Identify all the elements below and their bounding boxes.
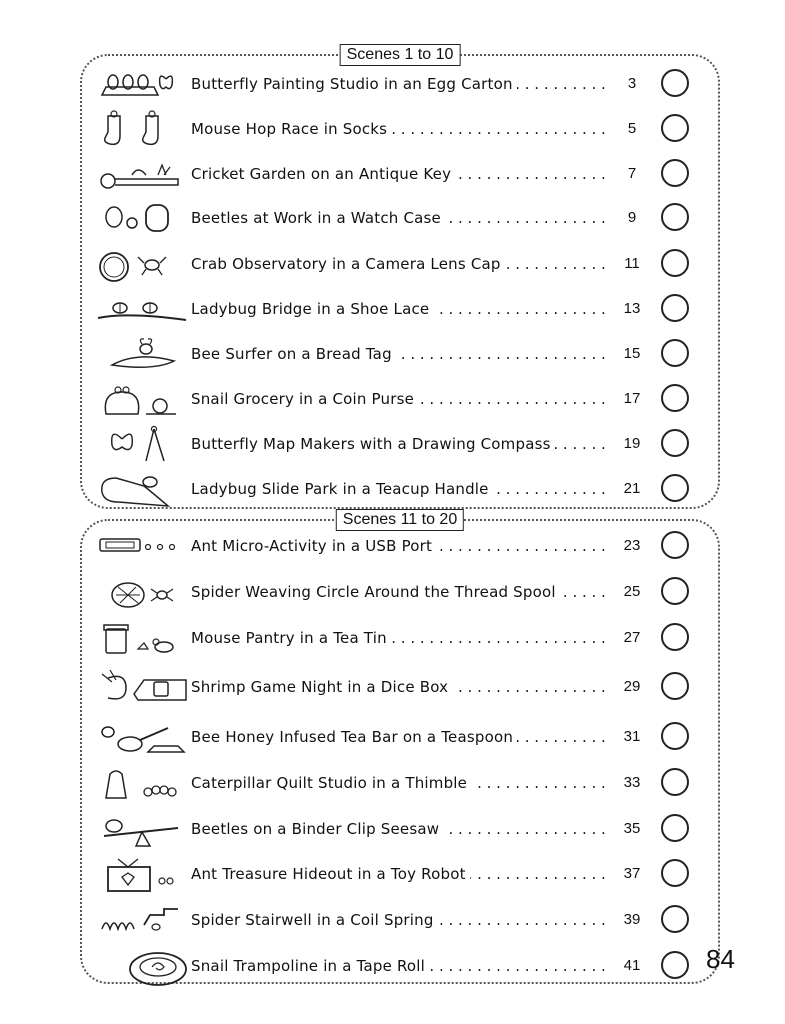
- scene-title: Caterpillar Quilt Studio in a Thimble: [191, 774, 471, 792]
- checkbox-circle[interactable]: [661, 249, 689, 277]
- scene-title: Ladybug Bridge in a Shoe Lace: [191, 300, 433, 318]
- checkbox-circle[interactable]: [661, 577, 689, 605]
- scene-page-number: 17: [623, 390, 641, 407]
- page-number: 84: [706, 944, 735, 974]
- scene-page-number: 19: [623, 435, 641, 452]
- scene-row-2[interactable]: [0, 108, 785, 152]
- scene-row-7[interactable]: [0, 333, 785, 377]
- checkbox-circle[interactable]: [661, 905, 689, 933]
- egg-carton-butterfly-icon: [98, 65, 186, 105]
- scene-title: Ant Micro-Activity in a USB Port: [191, 537, 436, 555]
- scene-row-20[interactable]: [0, 945, 785, 989]
- scene-page-number: 39: [623, 911, 641, 928]
- scene-page-number: 31: [623, 728, 641, 745]
- checkbox-circle[interactable]: [661, 672, 689, 700]
- checkbox-circle[interactable]: [661, 768, 689, 796]
- lens-cap-crab-icon: [98, 245, 186, 285]
- compass-butterfly-icon: [98, 425, 186, 465]
- teaspoon-bee-icon: [98, 718, 186, 758]
- checkbox-circle[interactable]: [661, 294, 689, 322]
- scene-row-14[interactable]: [0, 666, 785, 710]
- scene-page-number: 41: [623, 957, 641, 974]
- socks-mouse-icon: [98, 110, 186, 150]
- checkbox-circle[interactable]: [661, 384, 689, 412]
- watch-case-beetle-icon: [98, 199, 186, 239]
- checkbox-circle[interactable]: [661, 951, 689, 979]
- bread-tag-bee-icon: [98, 335, 186, 375]
- checkbox-circle[interactable]: [661, 623, 689, 651]
- scene-title: Ladybug Slide Park in a Teacup Handle: [191, 480, 493, 498]
- shoe-lace-ladybug-icon: [98, 290, 186, 330]
- scene-row-13[interactable]: [0, 617, 785, 661]
- dice-box-shrimp-icon: [98, 668, 186, 708]
- scene-page-number: 13: [623, 300, 641, 317]
- checkbox-circle[interactable]: [661, 531, 689, 559]
- scene-page-number: 33: [623, 774, 641, 791]
- scene-title: Spider Stairwell in a Coil Spring: [191, 911, 438, 929]
- scene-title: Butterfly Map Makers with a Drawing Compass: [191, 435, 555, 453]
- scene-page-number: 37: [623, 865, 641, 882]
- scene-title: Snail Grocery in a Coin Purse: [191, 390, 418, 408]
- scene-row-12[interactable]: [0, 571, 785, 615]
- scene-row-16[interactable]: [0, 762, 785, 806]
- teacup-handle-ladybug-icon: [98, 470, 186, 510]
- scene-row-8[interactable]: [0, 378, 785, 422]
- scene-title: Beetles at Work in a Watch Case: [191, 209, 445, 227]
- scene-page-number: 35: [623, 820, 641, 837]
- scene-page-number: 21: [623, 480, 641, 497]
- scene-row-17[interactable]: [0, 808, 785, 852]
- scene-row-11[interactable]: [0, 525, 785, 569]
- scene-page-number: 5: [627, 120, 637, 137]
- checkbox-circle[interactable]: [661, 814, 689, 842]
- scene-title: Shrimp Game Night in a Dice Box: [191, 678, 452, 696]
- checkbox-circle[interactable]: [661, 859, 689, 887]
- scene-row-5[interactable]: [0, 243, 785, 287]
- scene-row-15[interactable]: [0, 716, 785, 760]
- antique-key-cricket-icon: [98, 155, 186, 195]
- scene-page-number: 7: [627, 165, 637, 182]
- scene-page-number: 27: [623, 629, 641, 646]
- thimble-caterpillar-icon: [98, 764, 186, 804]
- scene-title: Cricket Garden on an Antique Key: [191, 165, 455, 183]
- scene-title: Spider Weaving Circle Around the Thread Spool: [191, 583, 560, 601]
- scene-row-18[interactable]: [0, 853, 785, 897]
- checkbox-circle[interactable]: [661, 203, 689, 231]
- scene-title: Snail Trampoline in a Tape Roll: [191, 957, 429, 975]
- scene-page-number: 11: [624, 255, 640, 272]
- checkbox-circle[interactable]: [661, 722, 689, 750]
- coil-spring-spider-icon: [98, 901, 186, 941]
- scene-row-6[interactable]: [0, 288, 785, 332]
- checkbox-circle[interactable]: [661, 69, 689, 97]
- scene-page-number: 15: [623, 345, 641, 362]
- scene-row-9[interactable]: [0, 423, 785, 467]
- scene-title: Mouse Pantry in a Tea Tin: [191, 629, 391, 647]
- scene-title: Bee Surfer on a Bread Tag: [191, 345, 396, 363]
- scene-row-1[interactable]: [0, 63, 785, 107]
- tape-roll-snail-icon: [98, 947, 186, 987]
- checkbox-circle[interactable]: [661, 474, 689, 502]
- checkbox-circle[interactable]: [661, 339, 689, 367]
- checkbox-circle[interactable]: [661, 159, 689, 187]
- scene-row-10[interactable]: [0, 468, 785, 512]
- section-2-title: Scenes 11 to 20: [336, 509, 464, 531]
- coin-purse-snail-icon: [98, 380, 186, 420]
- scene-page-number: 29: [623, 678, 641, 695]
- tea-tin-mouse-icon: [98, 619, 186, 659]
- scene-row-19[interactable]: [0, 899, 785, 943]
- usb-port-ant-icon: [98, 527, 186, 567]
- scene-title: Bee Honey Infused Tea Bar on a Teaspoon: [191, 728, 517, 746]
- scene-row-3[interactable]: [0, 153, 785, 197]
- scene-title: Ant Treasure Hideout in a Toy Robot: [191, 865, 470, 883]
- section-1-title: Scenes 1 to 10: [340, 44, 461, 66]
- checkbox-circle[interactable]: [661, 429, 689, 457]
- scene-page-number: 25: [623, 583, 641, 600]
- scene-row-4[interactable]: [0, 197, 785, 241]
- scene-page-number: 23: [623, 537, 641, 554]
- scene-page-number: 9: [627, 209, 637, 226]
- scene-title: Beetles on a Binder Clip Seesaw: [191, 820, 443, 838]
- scene-page-number: 3: [627, 75, 637, 92]
- checkbox-circle[interactable]: [661, 114, 689, 142]
- scene-title: Butterfly Painting Studio in an Egg Carton: [191, 75, 517, 93]
- toy-robot-ant-icon: [98, 855, 186, 895]
- thread-spool-spider-icon: [98, 573, 186, 613]
- binder-clip-beetle-icon: [98, 810, 186, 850]
- scene-title: Mouse Hop Race in Socks: [191, 120, 391, 138]
- scene-title: Crab Observatory in a Camera Lens Cap: [191, 255, 505, 273]
